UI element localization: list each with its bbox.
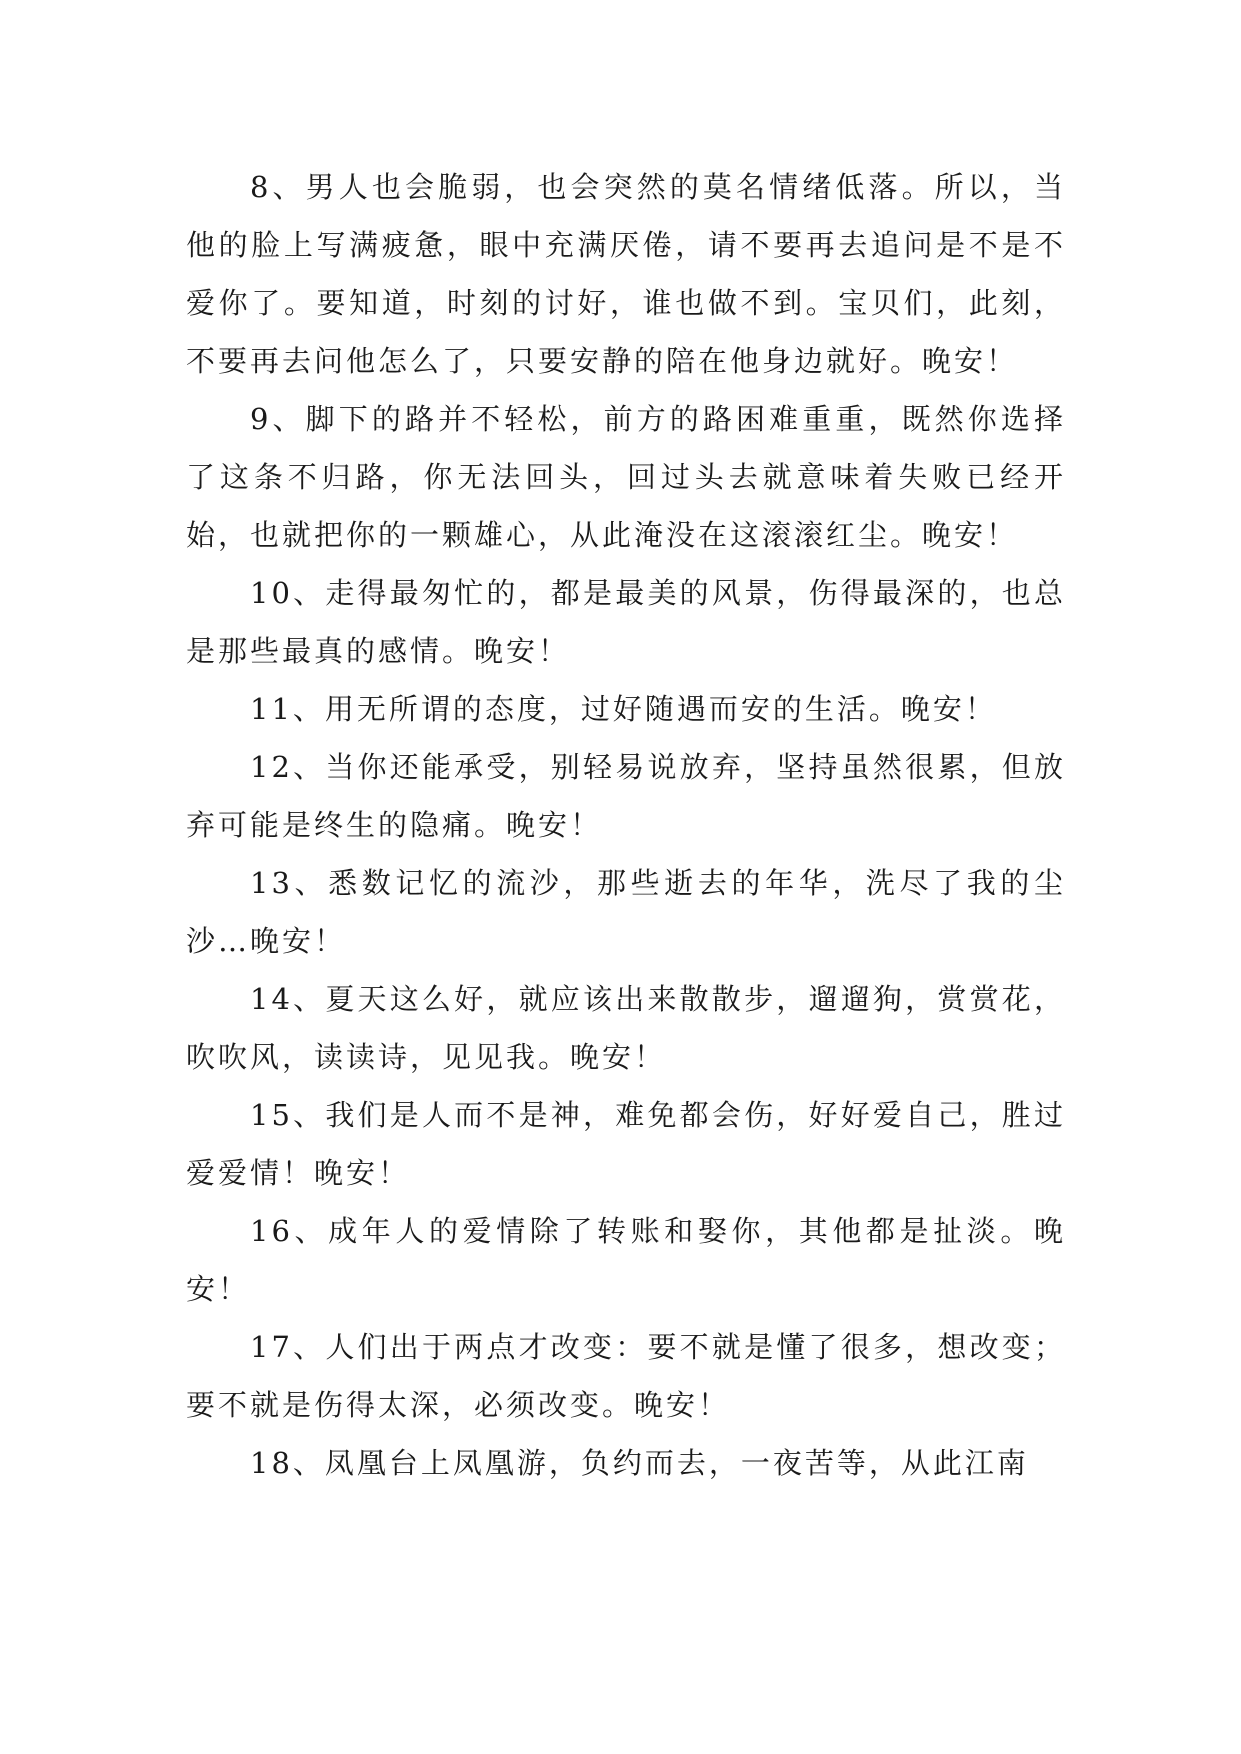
paragraph-13: 13、悉数记忆的流沙，那些逝去的年华，洗尽了我的尘沙…晚安！	[186, 866, 1066, 958]
paragraph-10: 10、走得最匆忙的，都是最美的风景，伤得最深的，也总是那些最真的感情。晚安！	[186, 576, 1066, 668]
paragraph-17: 17、人们出于两点才改变：要不就是懂了很多，想改变；要不就是伤得太深，必须改变。晚安！	[186, 1330, 1066, 1422]
paragraph-9: 9、脚下的路并不轻松，前方的路困难重重，既然你选择了这条不归路，你无法回头，回过头去就意味着失败已经开始，也就把你的一颗雄心，从此淹没在这滚滚红尘。晚安！	[186, 402, 1066, 552]
document-body	[186, 158, 1066, 1492]
paragraph-12: 12、当你还能承受，别轻易说放弃，坚持虽然很累，但放弃可能是终生的隐痛。晚安！	[186, 750, 1066, 842]
paragraph-15: 15、我们是人而不是神，难免都会伤，好好爱自己，胜过爱爱情！晚安！	[186, 1098, 1066, 1190]
paragraph-11: 11、用无所谓的态度，过好随遇而安的生活。晚安！	[250, 692, 997, 726]
paragraph-16: 16、成年人的爱情除了转账和娶你，其他都是扯淡。晚安！	[186, 1214, 1066, 1306]
paragraph-18: 18、凤凰台上凤凰游，负约而去，一夜苦等，从此江南	[250, 1446, 1029, 1480]
paragraph-8: 8、男人也会脆弱，也会突然的莫名情绪低落。所以，当他的脸上写满疲惫，眼中充满厌倦，请不要再去追问是不是不爱你了。要知道，时刻的讨好，谁也做不到。宝贝们，此刻，不要再去问他怎么了，只要安静的陪在他身边就好。晚安！	[186, 170, 1066, 378]
paragraph-14: 14、夏天这么好，就应该出来散散步，遛遛狗，赏赏花，吹吹风，读读诗，见见我。晚安！	[186, 982, 1066, 1074]
